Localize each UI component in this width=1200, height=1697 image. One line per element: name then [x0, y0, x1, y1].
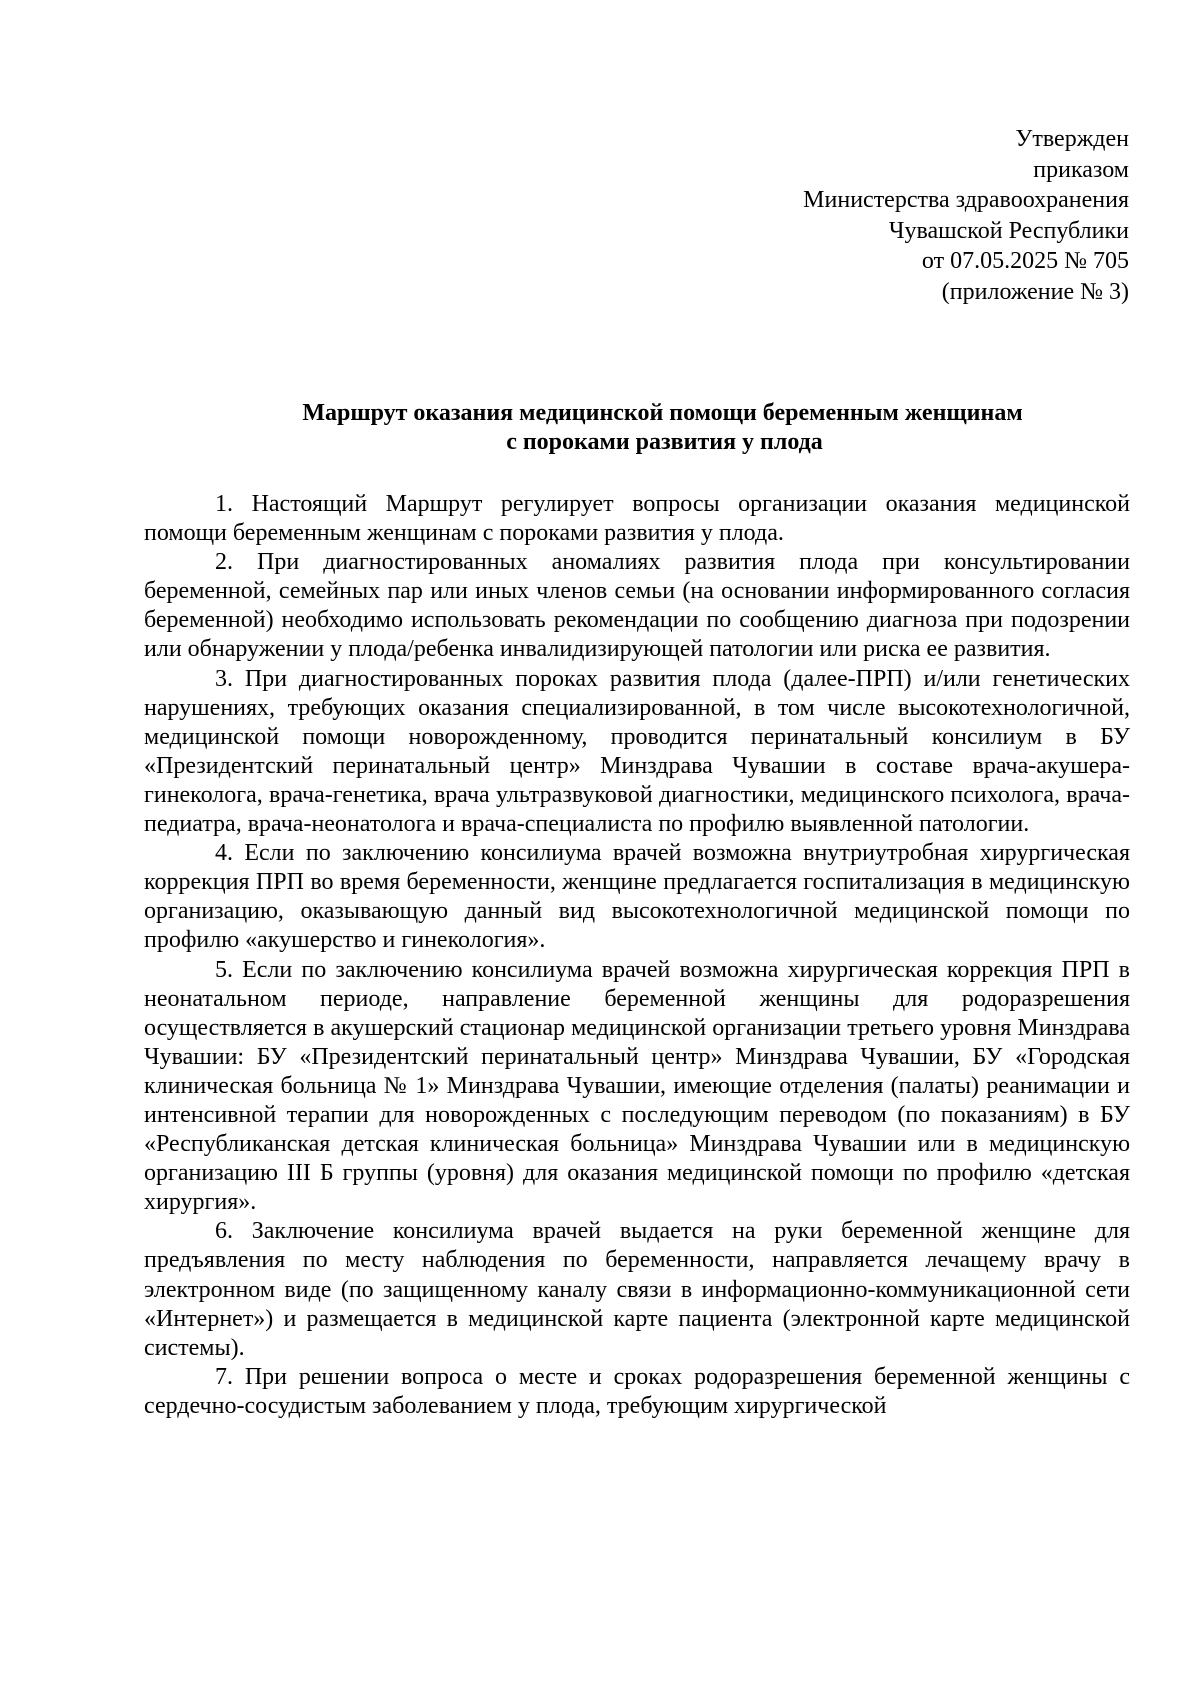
paragraph-2: 2. При диагностированных аномалиях развития плода при консультировании беременной, семейных пар или иных членов семьи (на основании информированного согласия беременной) необходимо использовать рекомендации по сообщению диагноза при подозрении или обнаружении у плода/ребенка инвалидизирующей патологии или риска ее развития.: [144, 549, 1130, 663]
approval-line-approved: Утвержден: [1015, 126, 1129, 152]
approval-line-republic: Чувашской Республики: [888, 217, 1129, 244]
document-body: [144, 490, 1130, 1421]
approval-line-appendix: (приложение № 3): [941, 278, 1129, 305]
paragraph-1: 1. Настоящий Маршрут регулирует вопросы организации оказания медицинской помощи беременным женщинам с пороками развития у плода.: [144, 491, 1130, 547]
approval-stamp-block: [803, 124, 1129, 307]
approval-line-date-number: от 07.05.2025 № 705: [921, 248, 1129, 274]
document-title-line-2: с пороками развития у плода: [506, 429, 823, 455]
document-title: [144, 399, 1129, 457]
paragraph-5: 5. Если по заключению консилиума врачей возможна хирургическая коррекция ПРП в неонатальном периоде, направление беременной женщины для родоразрешения осуществляется в акушерский стационар медицинской организации третьего уровня Минздрава Чувашии: БУ «Президентский перинатальный центр» Минздрава Чувашии, БУ «Городская клиническая больница № 1» Минздрава Чувашии, имеющие отделения (палаты) реанимации и интенсивной терапии для новорожденных с последующим переводом (по показаниям) в БУ «Республиканская детская клиническая больница» Минздрава Чувашии или в медицинскую организацию III Б группы (уровня) для оказания медицинской помощи по профилю «детская хирургия».: [144, 956, 1130, 1216]
paragraph-4: 4. Если по заключению консилиума врачей возможна внутриутробная хирургическая коррекция ПРП во время беременности, женщине предлагается госпитализация в медицинскую организацию, оказывающую данный вид высокотехнологичной медицинской помощи по профилю «акушерство и гинекология».: [144, 840, 1130, 954]
paragraph-6: 6. Заключение консилиума врачей выдается на руки беременной женщине для предъявления по месту наблюдения по беременности, направляется лечащему врачу в электронном виде (по защищенному каналу связи в информационно-коммуникационной сети «Интернет») и размещается в медицинской карте пациента (электронной карте медицинской системы).: [144, 1218, 1130, 1361]
paragraph-7: 7. При решении вопроса о месте и сроках родоразрешения беременной женщины с сердечно-сосудистым заболеванием у плода, требующим хирургической: [144, 1363, 1130, 1419]
paragraph-3: 3. При диагностированных пороках развития плода (далее-ПРП) и/или генетических нарушениях, требующих оказания специализированной, в том числе высокотехнологичной, медицинской помощи новорожденному, проводится перинатальный консилиум в БУ «Президентский перинатальный центр» Минздрава Чувашии в составе врача-акушера-гинеколога, врача-генетика, врача ультразвуковой диагностики, медицинского психолога, врача-педиатра, врача-неонатолога и врача-специалиста по профилю выявленной патологии.: [144, 665, 1130, 838]
document-title-line-1: Маршрут оказания медицинской помощи беременным женщинам: [302, 400, 1023, 426]
approval-line-ministry: Министерства здравоохранения: [803, 187, 1129, 213]
approval-line-order: приказом: [1033, 156, 1129, 183]
